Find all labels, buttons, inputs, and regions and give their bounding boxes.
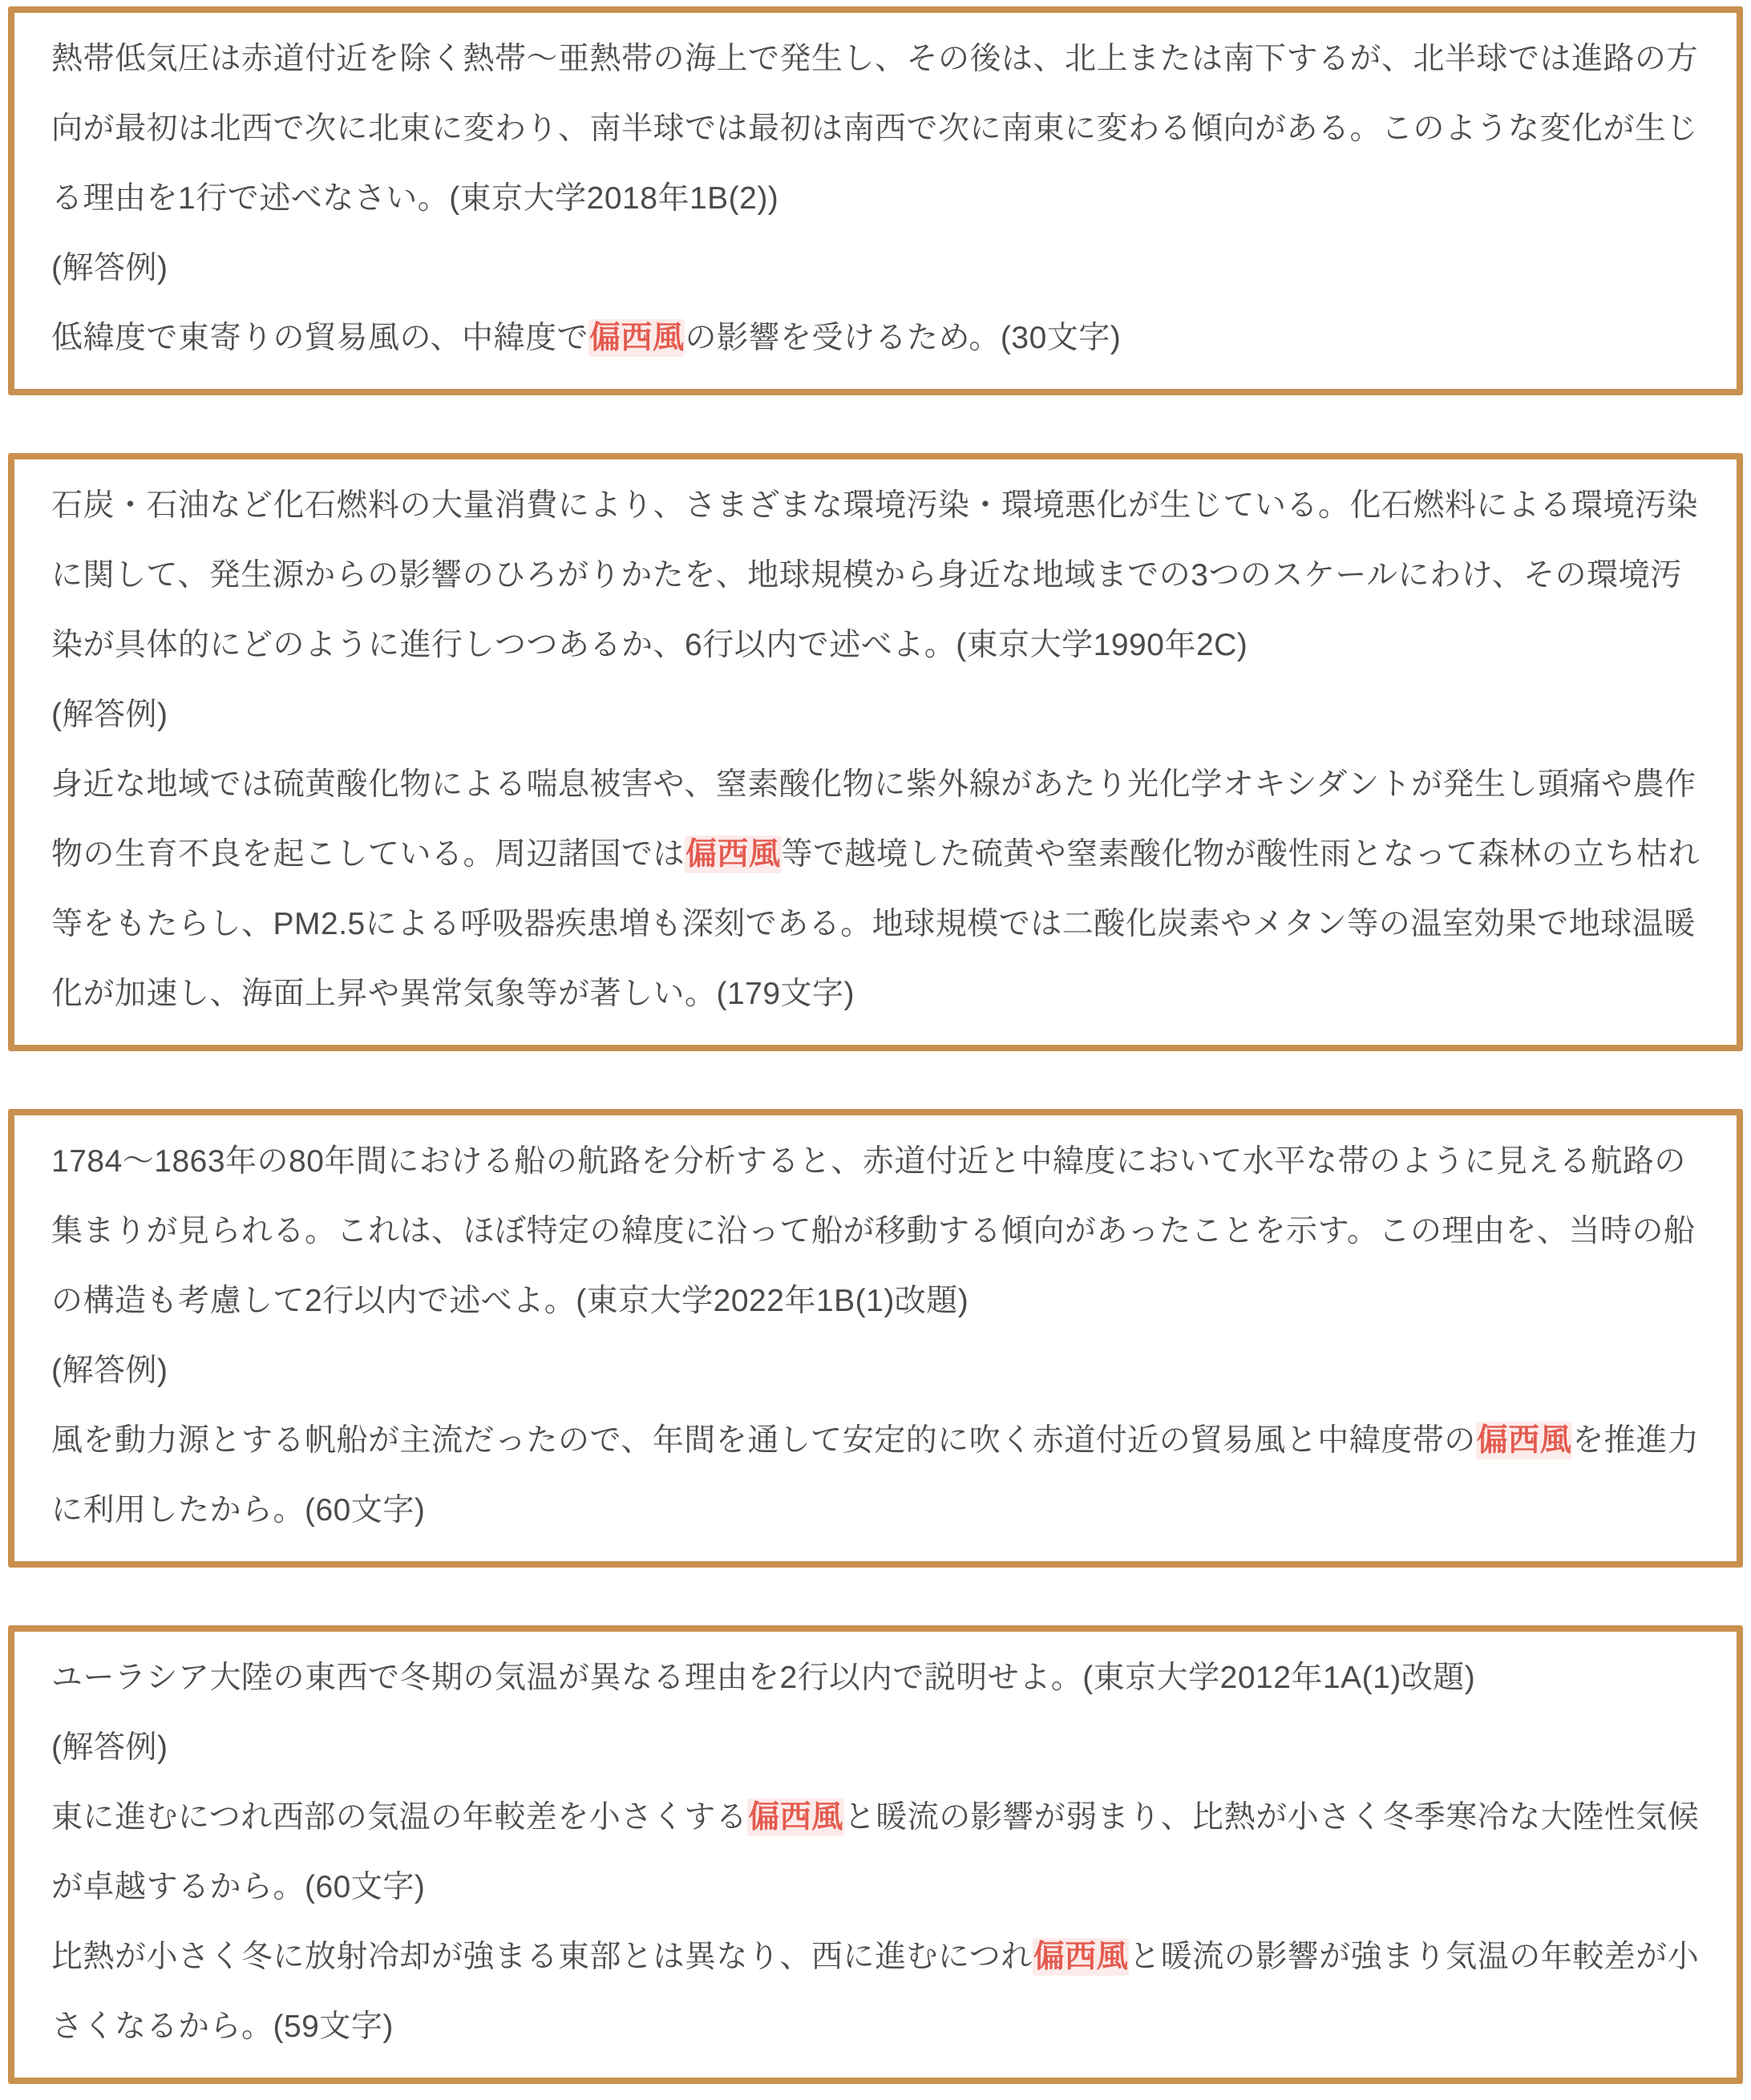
answer-segment: 身近な地域では硫黄酸化物による喘息被害や、窒素酸化物に紫外線があたり光化学オキシダントが発生し頭痛や農作物の生育不良を起こしている。周辺諸国では [51,767,1696,872]
answer-text [51,303,1704,373]
question-text: 熱帯低気圧は赤道付近を除く熱帯〜亜熱帯の海上で発生し、その後は、北上または南下するが、北半球では進路の方向が最初は北西で次に北東に変わり、南半球では最初は南西で次に南東に変わる傾向がある。このような変化が生じる理由を1行で述べなさい。(東京大学2018年1B(2)) [51,42,1699,216]
answer-example-label: (解答例) [51,1730,168,1765]
exam-question-document [8,6,1743,2084]
answer-segment: と暖流の影響が強まり気温の年較差が小さくなるから。(59文字) [51,1940,1700,2044]
highlighted-keyword: 偏西風 [1476,1423,1572,1458]
answers-1 [51,303,1704,373]
highlighted-keyword: 偏西風 [588,321,685,355]
answer-segment: を推進力に利用したから。(60文字) [51,1423,1700,1527]
answer-segment: 風を動力源とする帆船が主流だったので、年間を通して安定的に吹く赤道付近の貿易風と中緯度帯の [51,1423,1476,1458]
question-box-4 [8,1625,1743,2084]
answer-example-label: (解答例) [51,251,168,285]
highlighted-keyword: 偏西風 [685,837,781,872]
answer-text [51,750,1704,1029]
answer-text [51,1922,1704,2062]
highlighted-keyword: 偏西風 [748,1800,843,1835]
answer-text [51,1406,1704,1545]
question-text: ユーラシア大陸の東西で冬期の気温が異なる理由を2行以内で説明せよ。(東京大学2012年1A(1)改題) [51,1661,1476,1695]
question-text: 1784〜1863年の80年間における船の航路を分析すると、赤道付近と中緯度において水平な帯のように見える航路の集まりが見られる。これは、ほぼ特定の緯度に沿って船が移動する傾向があったことを示す。この理由を、当時の船の構造も考慮して2行以内で述べよ。(東京大学2022年1B(1)改題) [51,1144,1696,1318]
question-box-1 [8,6,1743,395]
answer-segment: 比熱が小さく冬に放射冷却が強まる東部とは異なり、西に進むにつれ [51,1940,1033,1974]
answer-segment: 東に進むにつれ西部の気温の年較差を小さくする [51,1800,748,1835]
answer-segment: 低緯度で東寄りの貿易風の、中緯度で [51,321,588,355]
highlighted-keyword: 偏西風 [1033,1940,1129,1974]
answer-example-label: (解答例) [51,698,168,732]
answer-example-label: (解答例) [51,1353,168,1388]
answer-segment: 等で越境した硫黄や窒素酸化物が酸性雨となって森林の立ち枯れ等をもたらし、PM2.5による呼吸器疾患増も深刻である。地球規模では二酸化炭素やメタン等の温室効果で地球温暖化が加速し、海面上昇や異常気象等が著しい。(179文字) [51,837,1700,1011]
answers-4 [51,1782,1704,2062]
answer-segment: と暖流の影響が弱まり、比熱が小さく冬季寒冷な大陸性気候が卓越するから。(60文字) [51,1800,1700,1904]
question-text: 石炭・石油など化石燃料の大量消費により、さまざまな環境汚染・環境悪化が生じている。化石燃料による環境汚染に関して、発生源からの影響のひろがりかたを、地球規模から身近な地域までの3つのスケールにわけ、その環境汚染が具体的にどのように進行しつつあるか、6行以内で述べよ。(東京大学1990年2C) [51,488,1699,662]
answers-2 [51,750,1704,1029]
answer-segment: の影響を受けるため。(30文字) [685,321,1122,355]
question-box-3 [8,1109,1743,1568]
question-box-2 [8,453,1743,1051]
answer-text [51,1782,1704,1922]
answers-3 [51,1406,1704,1545]
